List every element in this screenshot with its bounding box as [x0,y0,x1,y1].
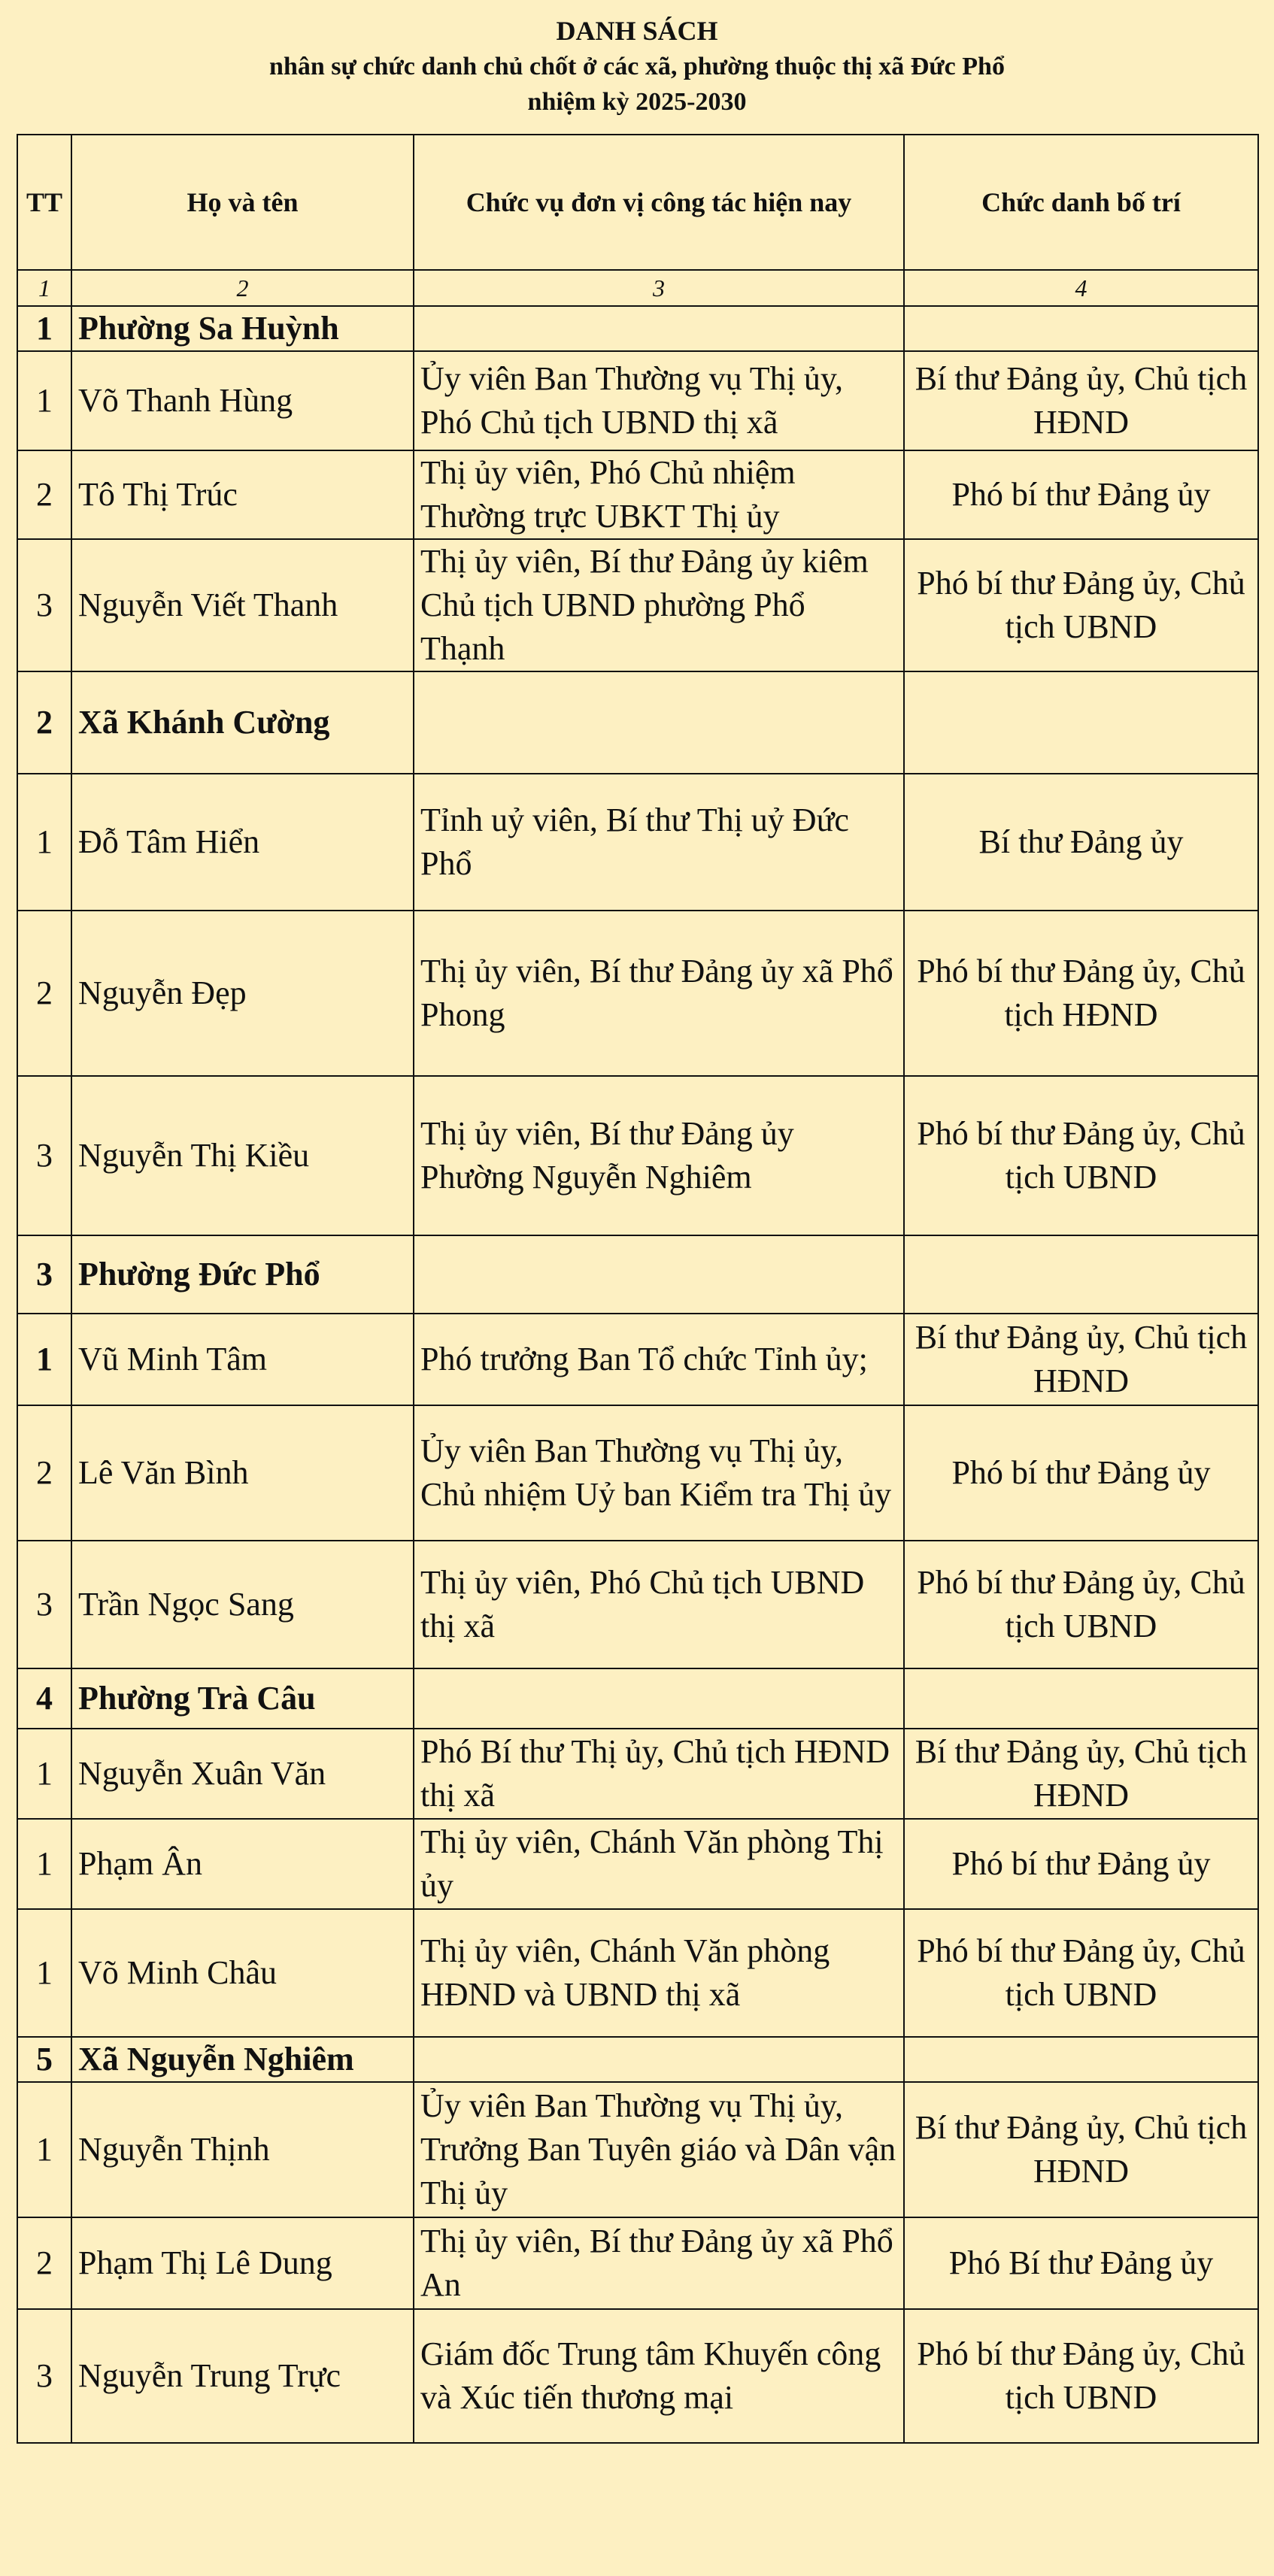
group-number: 2 [17,671,71,774]
assigned-position: Phó bí thư Đảng ủy, Chủ tịch UBND [904,1076,1258,1235]
header-tt: TT [17,135,71,270]
group-name: Phường Trà Câu [71,1668,414,1729]
empty-cell [904,2037,1258,2082]
assigned-position: Phó bí thư Đảng ủy, Chủ tịch UBND [904,539,1258,671]
row-number: 1 [17,1314,71,1405]
person-name: Nguyễn Trung Trực [71,2309,414,2443]
current-position: Phó trưởng Ban Tổ chức Tỉnh ủy; [414,1314,904,1405]
empty-cell [414,306,904,351]
person-name: Nguyễn Xuân Văn [71,1729,414,1819]
current-position: Thị ủy viên, Phó Chủ tịch UBND thị xã [414,1541,904,1668]
doc-term: nhiệm kỳ 2025-2030 [527,87,747,116]
row-number: 1 [17,1909,71,2037]
row-number: 1 [17,2082,71,2217]
table-row [17,1909,1258,2037]
column-index: 4 [904,270,1258,306]
table-row [17,351,1258,450]
person-name: Vũ Minh Tâm [71,1314,414,1405]
column-index: 1 [17,270,71,306]
group-number: 5 [17,2037,71,2082]
current-position: Tỉnh uỷ viên, Bí thư Thị uỷ Đức Phổ [414,774,904,911]
row-number: 1 [17,1729,71,1819]
row-number: 2 [17,450,71,539]
group-number: 4 [17,1668,71,1729]
group-row [17,306,1258,351]
current-position: Thị ủy viên, Bí thư Đảng ủy Phường Nguyễn Nghiêm [414,1076,904,1235]
group-name: Phường Đức Phổ [71,1235,414,1314]
person-name: Trần Ngọc Sang [71,1541,414,1668]
person-name: Nguyễn Thị Kiều [71,1076,414,1235]
group-row [17,2037,1258,2082]
row-number: 1 [17,351,71,450]
doc-subtitle: nhân sự chức danh chủ chốt ở các xã, phường thuộc thị xã Đức Phổ [269,52,1005,80]
row-number: 3 [17,1541,71,1668]
assigned-position: Bí thư Đảng ủy, Chủ tịch HĐND [904,2082,1258,2217]
table-header-row [17,135,1258,270]
group-number: 3 [17,1235,71,1314]
group-row [17,1235,1258,1314]
current-position: Ủy viên Ban Thường vụ Thị ủy, Phó Chủ tịch UBND thị xã [414,351,904,450]
person-name: Tô Thị Trúc [71,450,414,539]
assigned-position: Phó bí thư Đảng ủy, Chủ tịch UBND [904,1541,1258,1668]
column-index-row [17,270,1258,306]
current-position: Ủy viên Ban Thường vụ Thị ủy, Trưởng Ban Tuyên giáo và Dân vận Thị ủy [414,2082,904,2217]
group-name: Phường Sa Huỳnh [71,306,414,351]
table-row [17,1541,1258,1668]
header-current-position: Chức vụ đơn vị công tác hiện nay [414,135,904,270]
assigned-position: Phó bí thư Đảng ủy, Chủ tịch HĐND [904,911,1258,1076]
assigned-position: Phó bí thư Đảng ủy, Chủ tịch UBND [904,1909,1258,2037]
group-number: 1 [17,306,71,351]
person-name: Nguyễn Thịnh [71,2082,414,2217]
assigned-position: Phó bí thư Đảng ủy [904,1405,1258,1541]
empty-cell [904,671,1258,774]
table-row [17,2217,1258,2309]
assigned-position: Bí thư Đảng ủy, Chủ tịch HĐND [904,1314,1258,1405]
group-row [17,1668,1258,1729]
row-number: 2 [17,2217,71,2309]
empty-cell [414,2037,904,2082]
assigned-position: Bí thư Đảng ủy, Chủ tịch HĐND [904,1729,1258,1819]
row-number: 3 [17,2309,71,2443]
table-row [17,2309,1258,2443]
row-number: 3 [17,1076,71,1235]
assigned-position: Phó Bí thư Đảng ủy [904,2217,1258,2309]
empty-cell [904,306,1258,351]
person-name: Võ Thanh Hùng [71,351,414,450]
empty-cell [904,1668,1258,1729]
row-number: 2 [17,1405,71,1541]
row-number: 1 [17,1819,71,1909]
row-number: 1 [17,774,71,911]
current-position: Thị ủy viên, Chánh Văn phòng HĐND và UBND thị xã [414,1909,904,2037]
current-position: Ủy viên Ban Thường vụ Thị ủy, Chủ nhiệm Uỷ ban Kiểm tra Thị ủy [414,1405,904,1541]
assigned-position: Bí thư Đảng ủy, Chủ tịch HĐND [904,351,1258,450]
row-number: 2 [17,911,71,1076]
person-name: Đỗ Tâm Hiển [71,774,414,911]
current-position: Thị ủy viên, Chánh Văn phòng Thị ủy [414,1819,904,1909]
group-name: Xã Khánh Cường [71,671,414,774]
person-name: Lê Văn Bình [71,1405,414,1541]
current-position: Thị ủy viên, Bí thư Đảng ủy xã Phổ Phong [414,911,904,1076]
assigned-position: Phó bí thư Đảng ủy, Chủ tịch UBND [904,2309,1258,2443]
person-name: Nguyễn Viết Thanh [71,539,414,671]
person-name: Nguyễn Đẹp [71,911,414,1076]
assigned-position: Bí thư Đảng ủy [904,774,1258,911]
table-row [17,911,1258,1076]
table-row [17,1405,1258,1541]
assigned-position: Phó bí thư Đảng ủy [904,450,1258,539]
table-row [17,1076,1258,1235]
empty-cell [414,1668,904,1729]
header-assigned-position: Chức danh bố trí [904,135,1258,270]
current-position: Giám đốc Trung tâm Khuyến công và Xúc tiến thương mại [414,2309,904,2443]
table-row [17,1819,1258,1909]
table-row [17,774,1258,911]
current-position: Thị ủy viên, Bí thư Đảng ủy kiêm Chủ tịch UBND phường Phổ Thạnh [414,539,904,671]
person-name: Phạm Thị Lê Dung [71,2217,414,2309]
person-name: Võ Minh Châu [71,1909,414,2037]
row-number: 3 [17,539,71,671]
table-row [17,2082,1258,2217]
assigned-position: Phó bí thư Đảng ủy [904,1819,1258,1909]
group-row [17,671,1258,774]
personnel-table [17,134,1259,2444]
table-row [17,1314,1258,1405]
column-index: 2 [71,270,414,306]
empty-cell [414,1235,904,1314]
doc-title: DANH SÁCH [556,15,718,46]
table-row [17,450,1258,539]
title-block [0,0,1274,132]
group-name: Xã Nguyễn Nghiêm [71,2037,414,2082]
header-name: Họ và tên [71,135,414,270]
empty-cell [414,671,904,774]
current-position: Thị ủy viên, Phó Chủ nhiệm Thường trực UBKT Thị ủy [414,450,904,539]
current-position: Phó Bí thư Thị ủy, Chủ tịch HĐND thị xã [414,1729,904,1819]
current-position: Thị ủy viên, Bí thư Đảng ủy xã Phổ An [414,2217,904,2309]
empty-cell [904,1235,1258,1314]
person-name: Phạm Ân [71,1819,414,1909]
table-row [17,1729,1258,1819]
table-row [17,539,1258,671]
column-index: 3 [414,270,904,306]
